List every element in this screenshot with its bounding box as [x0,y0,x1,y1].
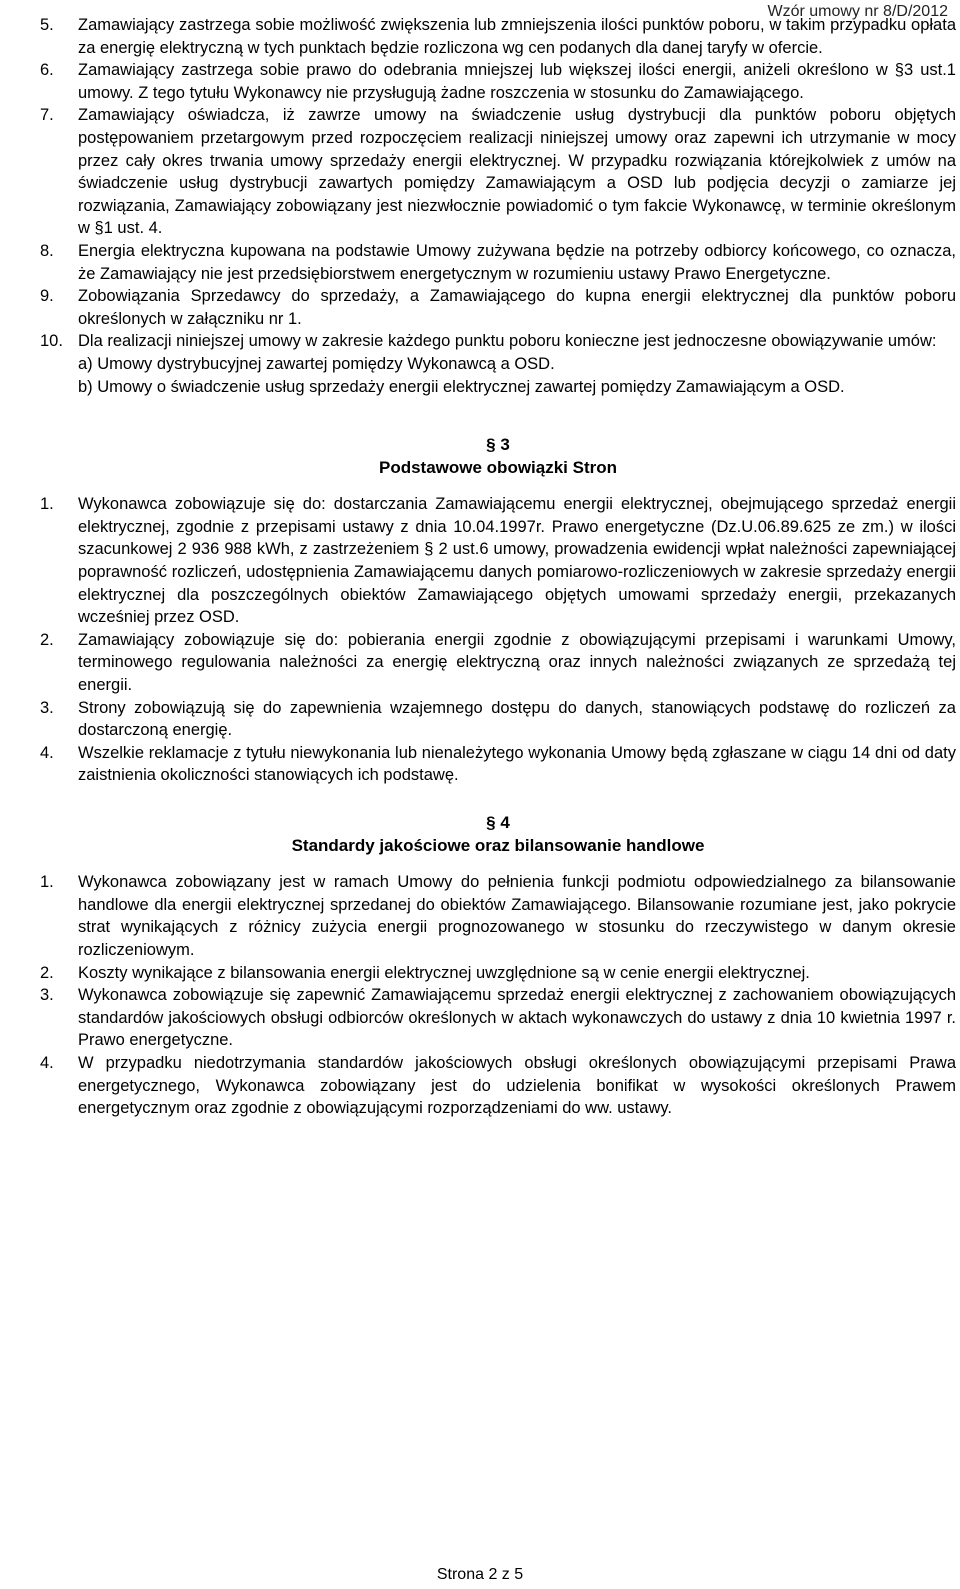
document-body [40,14,956,1120]
clause-number: 1. [40,873,54,892]
clause-text: Strony zobowiązują się do zapewnienia wzajemnego dostępu do danych, stanowiących podstawę do rozliczeń za dostarczoną energię. [78,698,956,740]
clause-number: 6. [40,61,54,80]
clause-item [40,1052,956,1120]
clause-item [40,962,956,985]
document-id-header: Wzór umowy nr 8/D/2012 [767,3,948,20]
clause-item [40,14,956,59]
clause-number: 9. [40,287,54,306]
clause-item [40,493,956,629]
clause-text: Wykonawca zobowiązuje się do: dostarczania Zamawiającemu energii elektrycznej, obejmującego sprzedaż energii elektrycznej, zgodnie z przepisami ustawy z dnia 10.04.1997r. Prawo energetyczne (Dz.U.06.89.625 ze zm.) w ilości szacunkowej 2 936 988 kWh, z zastrzeżeniem § 2 ust.6 umowy, prowadzenia ewidencji wpłat należności zapewniającej poprawność rozliczeń, udostępnienia Zamawiającemu danych pomiarowo-rozliczeniowych w zakresie sprzedaży energii elektrycznej dla poszczególnych obiektów Zamawiającego objętych umowami sprzedaży energii, przekazanych wcześniej przez OSD. [78,495,956,627]
clause-text: Dla realizacji niniejszej umowy w zakresie każdego punktu poboru konieczne jest jednoczesne obowiązywanie umów: [78,332,937,351]
clause-number: 5. [40,16,54,34]
clause-number: 1. [40,495,54,514]
clause-item [40,629,956,697]
section-sign: § 4 [486,813,510,832]
clause-item [40,871,956,961]
clause-text: Wszelkie reklamacje z tytułu niewykonania lub nienależytego wykonania Umowy będą zgłaszane w ciągu 14 dni od daty zaistnienia okoliczności stanowiących ich podstawę. [78,743,956,785]
clause-text: Zamawiający zastrzega sobie możliwość zwiększenia lub zmniejszenia ilości punktów poboru, w takim przypadku opłata za energię elektryczną w tych punktach będzie rozliczona wg cen podanych dla danej taryfy w ofercie. [78,16,956,57]
clause-item [40,984,956,1052]
clause-number: 3. [40,986,54,1005]
clause-text: Zamawiający zobowiązuje się do: pobierania energii zgodnie z obowiązującymi przepisami i warunkami Umowy, terminowego regulowania należności za energię elektryczną oraz innych należności związanych ze sprzedażą tej energii. [78,630,956,695]
clause-text: Zobowiązania Sprzedawcy do sprzedaży, a Zamawiającego do kupna energii elektrycznej dla punktów poboru określonych w załączniku nr 1. [78,287,956,328]
clause-item [40,285,956,330]
section-3-heading [40,434,956,479]
page-number-footer: Strona 2 z 5 [436,1566,524,1583]
clause-number: 7. [40,106,54,125]
obligations-list [40,493,956,787]
clause-item [40,742,956,787]
clause-text: Koszty wynikające z bilansowania energii elektrycznej uwzględnione są w cenie energii elektrycznej. [78,963,810,982]
sub-clause-b: b) Umowy o świadczenie usług sprzedaży energii elektrycznej zawartej pomiędzy Zamawiającym a OSD. [78,377,845,396]
clause-number: 2. [40,630,54,649]
section-4-heading [40,812,956,857]
contract-clauses-list [40,14,956,398]
section-title: Standardy jakościowe oraz bilansowanie handlowe [291,835,705,855]
clause-item [40,104,956,240]
clause-number: 2. [40,963,54,982]
clause-text: W przypadku niedotrzymania standardów jakościowych obsługi określonych obowiązującymi przepisami Prawa energetycznego, Wykonawca zobowiązany jest do udzielenia bonifikat w wysokości określonych Prawem energetycznym oraz zgodnie z obowiązującymi rozporządzeniami do ww. ustawy. [78,1053,956,1118]
clause-text: Wykonawca zobowiązuje się zapewnić Zamawiającemu sprzedaż energii elektrycznej z zachowaniem obowiązujących standardów jakościowych obsługi odbiorców określonych w aktach wykonawczych do ustawy z dnia 10 kwietnia 1997 r. Prawo energetyczne. [78,986,956,1050]
clause-number: 8. [40,241,54,260]
clause-number: 10. [40,332,63,351]
section-title: Podstawowe obowiązki Stron [378,457,618,477]
clause-item [40,330,956,398]
clause-text: Zamawiający oświadcza, iż zawrze umowy na świadczenie usług dystrybucji dla punktów poboru objętych postępowaniem przetargowym przed rozpoczęciem realizacji niniejszej umowy oraz zapewni ich utrzymanie w mocy przez cały okres trwania umowy sprzedaży energii elektrycznej. W przypadku rozwiązania którejkolwiek z umów na świadczenie usług dystrybucji zawartych pomiędzy Zamawiającym a OSD lub podjęcia decyzji o zamiarze jej rozwiązania, Zamawiający zobowiązany jest niezwłocznie powiadomić o tym fakcie Wykonawcę, w terminie określonym w §1 ust. 4. [78,106,956,238]
clause-text: Zamawiający zastrzega sobie prawo do odebrania mniejszej lub większej ilości energii, aniżeli określono w §3 ust.1 umowy. Z tego tytułu Wykonawcy nie przysługują żadne roszczenia w stosunku do Zamawiającego. [78,61,956,102]
clause-text: Wykonawca zobowiązany jest w ramach Umowy do pełnienia funkcji podmiotu odpowiedzialnego za bilansowanie handlowe dla energii elektrycznej sprzedanej do obiektów Zamawiającego. Bilansowanie rozumiane jest, jako pokrycie strat wynikających z różnicy zużycia energii prognozowanego w stosunku do rzeczywistego w danym okresie rozliczeniowym. [78,873,956,959]
clause-item [40,240,956,285]
sub-clause-a: a) Umowy dystrybucyjnej zawartej pomiędzy Wykonawcą a OSD. [78,354,555,373]
quality-standards-list [40,871,956,1120]
clause-number: 4. [40,1053,54,1072]
clause-item [40,59,956,104]
clause-number: 3. [40,698,54,717]
section-sign: § 3 [486,435,510,455]
clause-number: 4. [40,743,54,762]
clause-text: Energia elektryczna kupowana na podstawie Umowy zużywana będzie na potrzeby odbiorcy końcowego, co oznacza, że Zamawiający nie jest przedsiębiorstwem energetycznym w rozumieniu ustawy Prawo Energetyczne. [78,241,956,283]
clause-item [40,697,956,742]
